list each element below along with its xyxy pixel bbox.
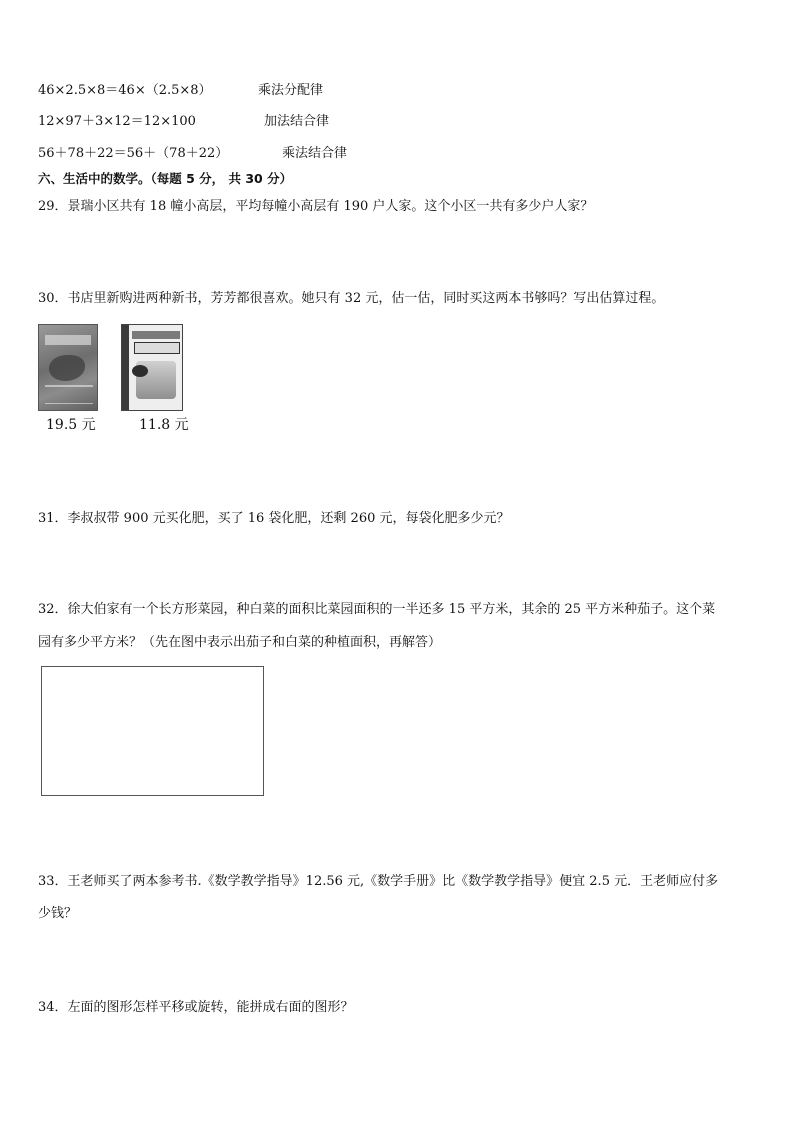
question-32-line-2: 园有多少平方米？（先在图中表示出茄子和白菜的种植面积，再解答） (38, 635, 442, 650)
question-30: 30．书店里新购进两种新书，芳芳都很喜欢。她只有 32 元，估一估，同时买这两本书够吗？写出估算过程。 (38, 291, 665, 306)
section-title: 六、生活中的数学。（每题 5 分， 共 30 分） (38, 171, 293, 186)
law-name-2: 加法结合律 (264, 114, 330, 129)
law-expression-3: 56＋78＋22＝56＋（78＋22） (38, 146, 229, 161)
book-price-1: 19.5 元 (46, 417, 96, 433)
question-34: 34．左面的图形怎样平移或旋转，能拼成右面的图形？ (38, 1000, 354, 1015)
law-name-3: 乘法结合律 (282, 146, 348, 161)
question-33-line-1: 33．王老师买了两本参考书.《数学教学指导》12.56 元,《数学手册》比《数学教学指导》便宜 2.5 元．王老师应付多 (38, 874, 719, 889)
question-29: 29．景瑞小区共有 18 幢小高层，平均每幢小高层有 190 户人家。这个小区一共有多少户人家？ (38, 199, 594, 214)
book-cover-image-2 (121, 324, 183, 411)
garden-rectangle-diagram (41, 666, 264, 796)
law-name-1: 乘法分配律 (258, 83, 324, 98)
question-31: 31．李叔叔带 900 元买化肥，买了 16 袋化肥，还剩 260 元，每袋化肥多少元？ (38, 511, 510, 526)
question-32-line-1: 32．徐大伯家有一个长方形菜园，种白菜的面积比菜园面积的一半还多 15 平方米，其余的 25 平方米种茄子。这个菜 (38, 602, 716, 617)
law-expression-2: 12×97＋3×12＝12×100 (38, 114, 196, 129)
book-price-2: 11.8 元 (139, 417, 189, 433)
book-cover-image-1 (38, 324, 98, 411)
law-expression-1: 46×2.5×8＝46×（2.5×8） (38, 83, 212, 98)
question-33-line-2: 少钱？ (38, 906, 78, 921)
